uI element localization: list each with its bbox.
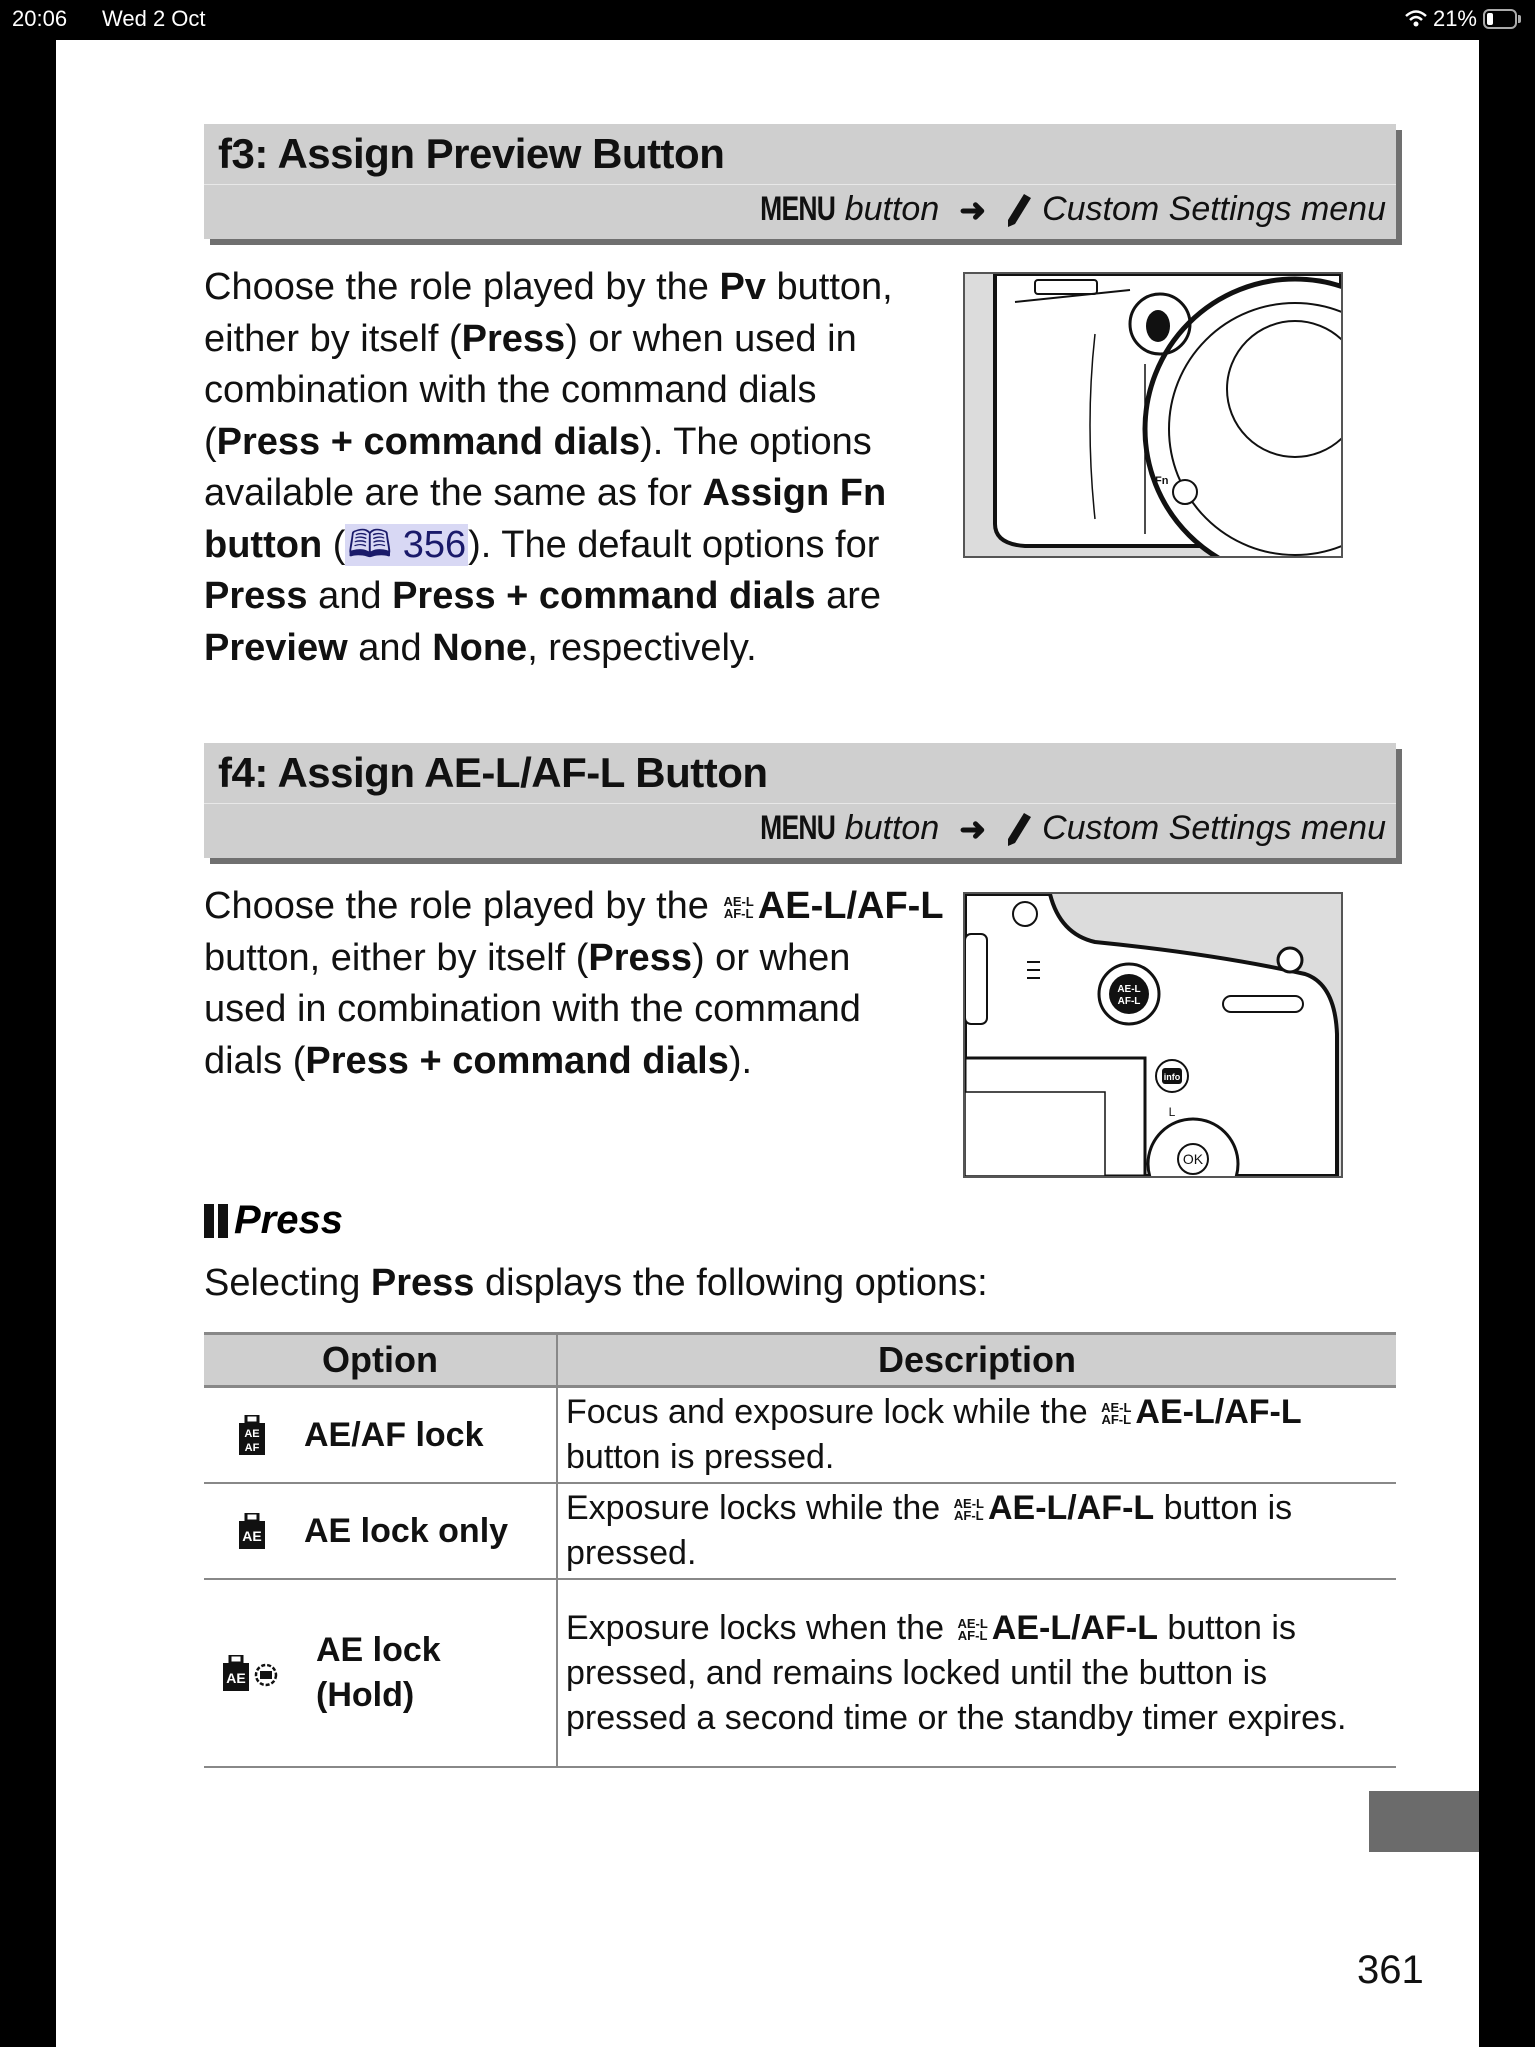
press-intro: Selecting Press displays the following options: [204, 1262, 988, 1304]
ae-l-af-l-icon: AE-L AF-L [953, 1496, 984, 1524]
af-l-label: AF-L [1117, 996, 1141, 1007]
section-header-f3 [204, 124, 1396, 239]
option-description: Exposure locks while the AE-L AF-L AE-L/AF-L button is pressed. [557, 1483, 1396, 1579]
camera-back-illustration [963, 892, 1343, 1178]
battery-percent: 21% [1432, 6, 1477, 31]
ae-af-lock-icon [238, 1415, 266, 1455]
camera-front-illustration [963, 272, 1343, 558]
option-description: Exposure locks when the AE-L AF-L AE-L/AF-L button is pressed, and remains locked until the button is pressed a second time or the standby timer expires. [557, 1579, 1396, 1767]
ae-l-af-l-icon: AE-L AF-L [957, 1615, 988, 1643]
battery-tip [1518, 15, 1521, 23]
table-header-row [204, 1334, 1396, 1387]
document-page [56, 40, 1479, 2047]
section-marker-icon [204, 1204, 228, 1238]
section-index-tab[interactable] [1369, 1791, 1479, 1852]
status-bar [0, 0, 1535, 40]
button-label: button [844, 809, 940, 847]
svg-text:AF: AF [244, 1442, 260, 1454]
page-reference-link[interactable]: 🕮 356 [347, 523, 467, 566]
menu-path [739, 809, 1386, 848]
ae-l-af-l-icon: AE-L AF-L [1101, 1400, 1132, 1428]
option-label: AE/AF lock [304, 1415, 484, 1454]
section-title: f3: Assign Preview Button [218, 130, 725, 177]
fn-label: Fn [1155, 475, 1169, 487]
option-label: AE lock (Hold) [316, 1631, 441, 1714]
f3-description: Choose the role played by the Pv button, either by itself (Press) or when used in combination with the command dials (Press + command dials). The options available are the same as for Assign Fn button (🕮 356). The default options for Press and Press + command dials are Preview and None, respectively. [204, 266, 893, 669]
info-label: info [1163, 1072, 1181, 1082]
svg-text:AE: AE [226, 1670, 246, 1686]
ae-l-af-l-icon: AE-L AF-L [723, 893, 754, 921]
status-time: 20:06 [12, 6, 68, 31]
option-label: AE lock only [304, 1511, 509, 1550]
ok-label: OK [1182, 1151, 1204, 1167]
book-icon: 🕮 [347, 523, 393, 566]
divider [204, 184, 1396, 185]
status-right [1405, 6, 1521, 32]
divider [204, 803, 1396, 804]
ae-lock-only-icon [238, 1513, 266, 1549]
option-description: Focus and exposure lock while the AE-L AF-L AE-L/AF-L button is pressed. [557, 1387, 1396, 1484]
column-header-description: Description [557, 1334, 1396, 1387]
battery-icon [1483, 9, 1517, 29]
column-header-option: Option [204, 1334, 557, 1387]
status-date: Wed 2 Oct [102, 6, 206, 31]
destination-label: Custom Settings menu [1042, 809, 1386, 847]
menu-label: MENU [759, 809, 835, 847]
ae-lock-hold-icon [222, 1655, 278, 1691]
arrow-icon: ➜ [959, 191, 987, 228]
menu-label: MENU [759, 190, 835, 228]
f4-description: Choose the role played by the AE-L AF-L AE-L/AF-L button, either by itself (Press) or when used in combination with the command dials (Press + command dials). [204, 885, 944, 1082]
arrow-icon: ➜ [959, 810, 987, 847]
options-table [204, 1332, 1396, 1768]
button-label: button [844, 190, 940, 228]
page-number: 361 [1357, 1948, 1424, 1992]
press-heading: Press [204, 1198, 343, 1243]
ae-l-label: AE-L [1117, 984, 1141, 995]
table-row [204, 1579, 1396, 1767]
menu-path [739, 190, 1386, 229]
destination-label: Custom Settings menu [1042, 190, 1386, 228]
section-header-f4 [204, 743, 1396, 858]
svg-text:AE: AE [244, 1428, 260, 1440]
section-title: f4: Assign AE-L/AF-L Button [218, 749, 768, 796]
table-row [204, 1387, 1396, 1484]
table-row [204, 1483, 1396, 1579]
wifi-icon [1405, 10, 1427, 28]
svg-text:AE: AE [242, 1528, 262, 1544]
pencil-icon [1006, 811, 1032, 847]
pencil-icon [1006, 192, 1032, 228]
lock-label: L [1168, 1105, 1176, 1119]
